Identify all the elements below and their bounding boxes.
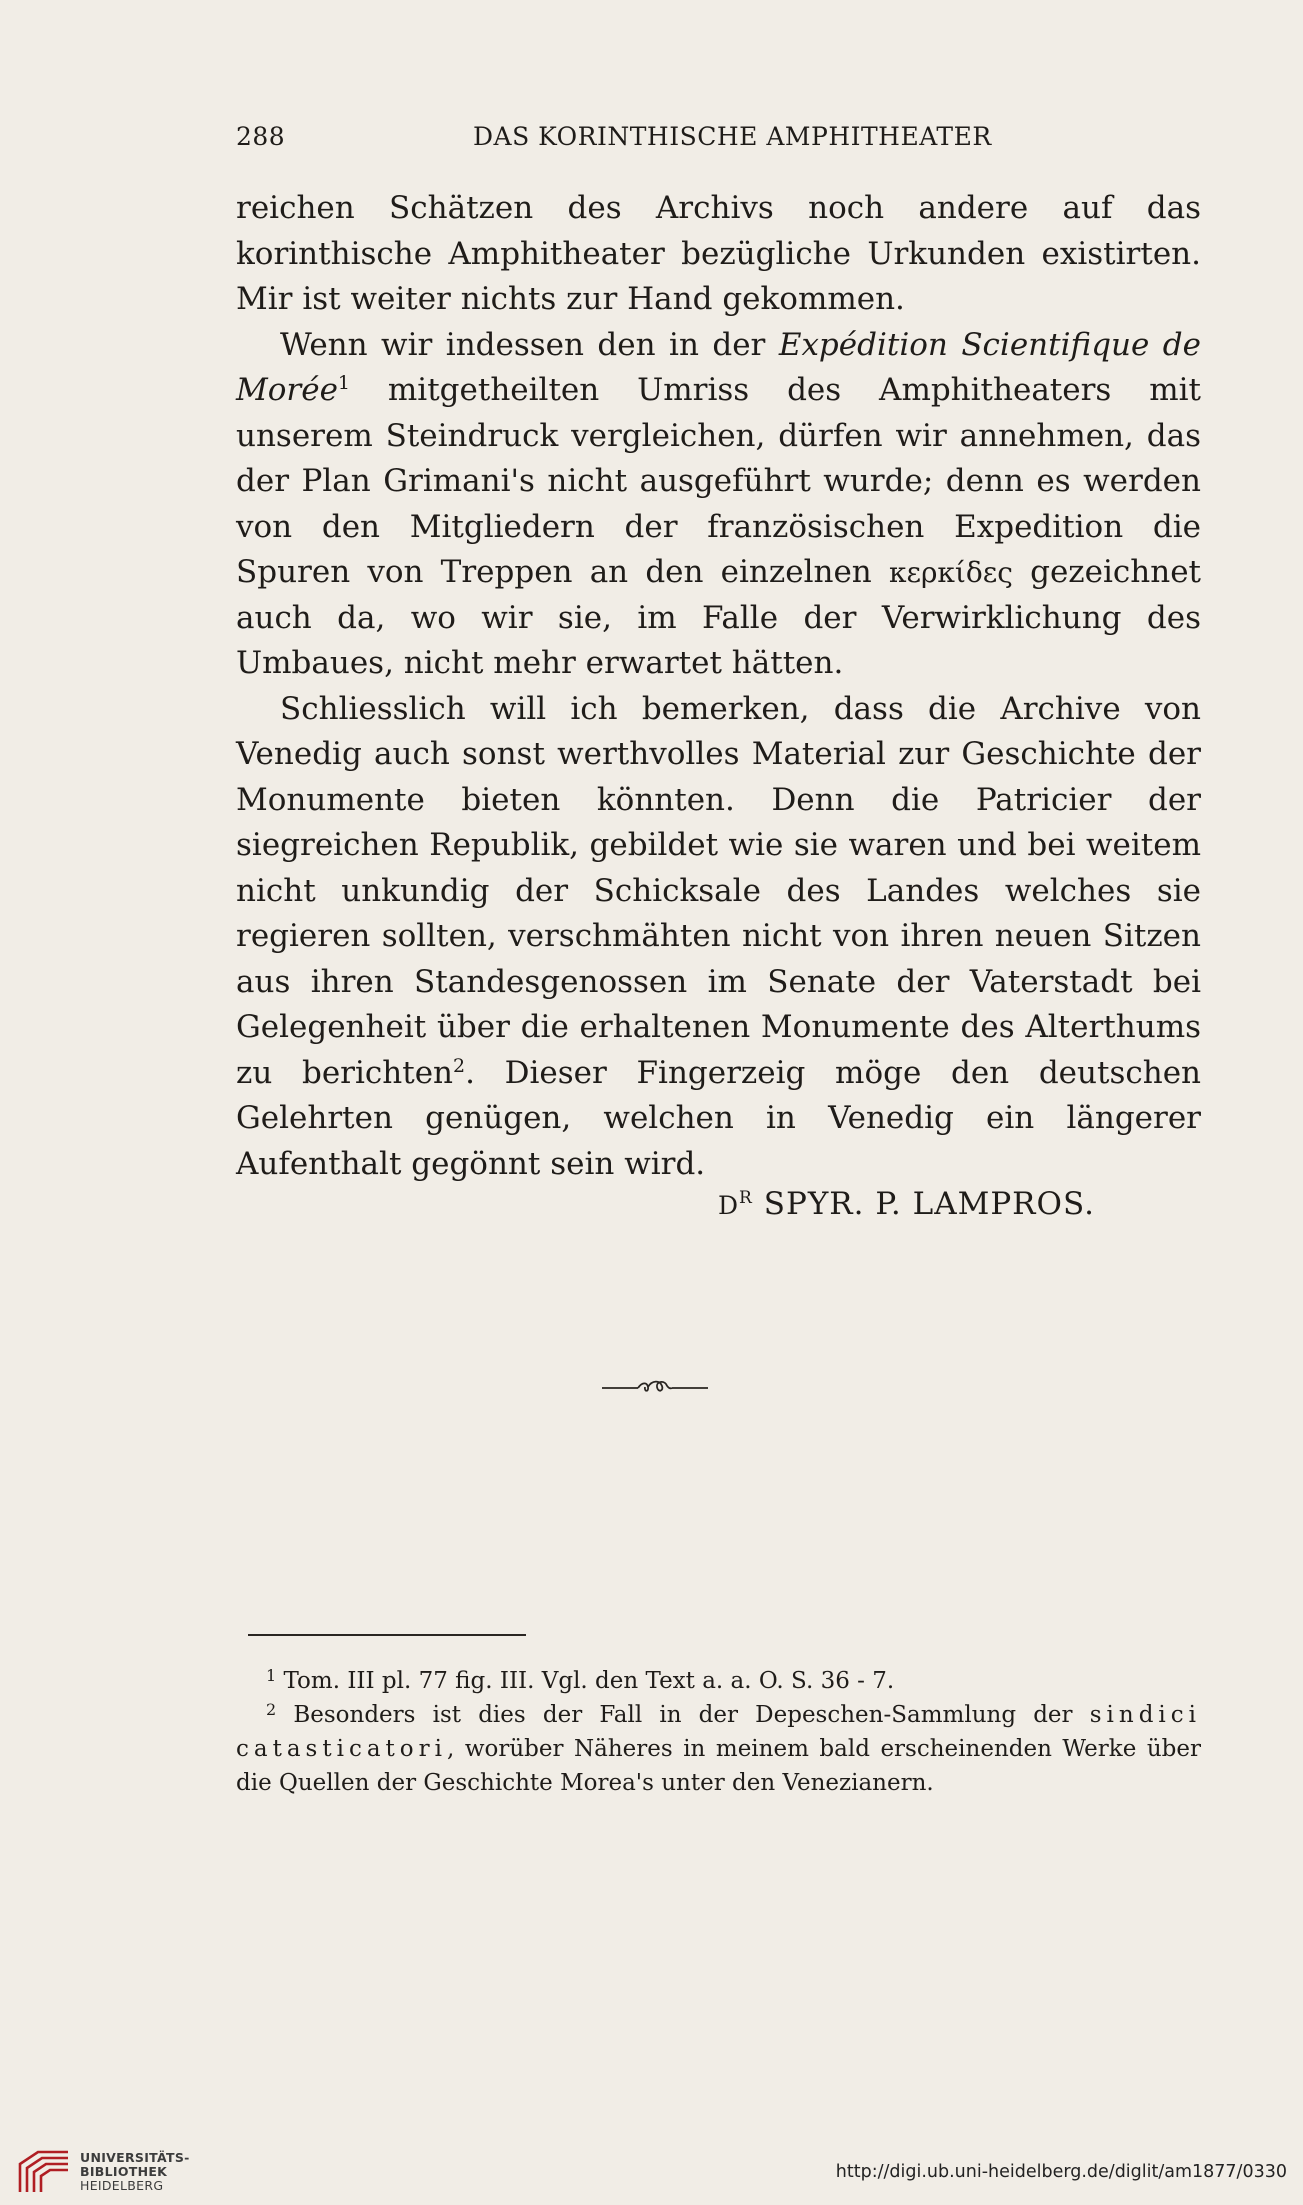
ornament-divider-icon	[600, 1374, 710, 1400]
footnote-2-mark: 2	[266, 1700, 277, 1719]
paragraph-3-text-a: Schliesslich will ich bemerken, dass die Archive von Venedig auch sonst werthvolles Material zur Geschichte der Monumente bieten könnten. Denn die Patricier der siegreichen Republik, gebildet wie sie waren und bei weitem nicht unkundig der Schicksale des Landes welches sie regieren sollten, verschmähten nicht von ihren neuen Sitzen aus ihren Standesgenossen im Senate der Vaterstadt bei Gelegenheit über die erhaltenen Monumente des Alterthums zu berichten	[236, 690, 1201, 1091]
paragraph-3-text-b: . Dieser Fingerzeig möge den deutschen Gelehrten genügen, welchen in Venedig ein längerer Aufenthalt gegönnt sein wird.	[236, 1054, 1201, 1182]
greek-word: κερκίδες	[888, 556, 1013, 589]
institution-name	[80, 2151, 190, 2193]
institution-line-2: BIBLIOTHEK	[80, 2164, 168, 2179]
italic-title: Expédition Scientifique de Morée	[236, 326, 1201, 408]
paragraph-3	[236, 687, 1201, 1188]
footnote-1-mark: 1	[266, 1666, 277, 1685]
paragraph-2-text-c: gezeichnet auch da, wo wir sie, im Falle der Verwirklichung des Umbaues, nicht mehr erwartet hätten.	[236, 554, 1201, 681]
paragraph-2	[236, 323, 1201, 687]
footnote-2-text-b: , worüber Näheres in meinem bald erscheinenden Werke über die Quellen der Geschichte Morea's unter den Venezianern.	[236, 1736, 1201, 1796]
footnote-2-spaced-term: sindici catasticatori	[236, 1702, 1202, 1762]
institution-line-3: HEIDELBERG	[80, 2178, 164, 2193]
paragraph-2-text-b: mitgetheilten Umriss des Amphitheaters mit unserem Steindruck vergleichen, dürfen wir annehmen, das der Plan Grimani's nicht ausgeführt wurde; denn es werden von den Mitgliedern der französischen Expedition die Spuren von Treppen an den einzelnen	[236, 372, 1201, 590]
footnote-ref-1[interactable]: 1	[337, 372, 351, 394]
institution-line-1: UNIVERSITÄTS-	[80, 2150, 190, 2165]
paragraph-2-text-a: Wenn wir indessen den in der	[280, 326, 779, 363]
footnote-1-text: Tom. III pl. 77 fig. III. Vgl. den Text a. a. O. S. 36 - 7.	[283, 1668, 895, 1694]
paragraph-1	[236, 186, 1201, 323]
signature-title-sup: R	[739, 1188, 753, 1208]
paragraph-1-text: reichen Schätzen des Archivs noch andere auf das korinthische Amphitheater bezügliche Urkunden existirten. Mir ist weiter nichts zur Hand gekommen.	[236, 190, 1201, 317]
footnote-ref-2[interactable]: 2	[453, 1054, 466, 1077]
signature-title: D	[718, 1191, 740, 1220]
footnote-2	[236, 1698, 1201, 1800]
footnote-1	[236, 1664, 1201, 1698]
running-title: DAS KORINTHISCHE AMPHITHEATER	[473, 122, 992, 151]
permalink-url[interactable]: http://digi.ub.uni-heidelberg.de/diglit/am1877/0330	[835, 2162, 1287, 2182]
footnote-2-text-a: Besonders ist dies der Fall in der Depeschen-Sammlung der	[293, 1702, 1090, 1728]
ub-heidelberg-logo-icon[interactable]	[16, 2146, 72, 2200]
running-header	[236, 122, 1201, 158]
author-signature	[718, 1186, 1095, 1222]
footnotes	[236, 1664, 1201, 1800]
page-number: 288	[236, 122, 286, 151]
footnote-rule	[248, 1634, 526, 1636]
signature-name: SPYR. P. LAMPROS.	[763, 1186, 1095, 1222]
body-text	[236, 186, 1201, 1187]
